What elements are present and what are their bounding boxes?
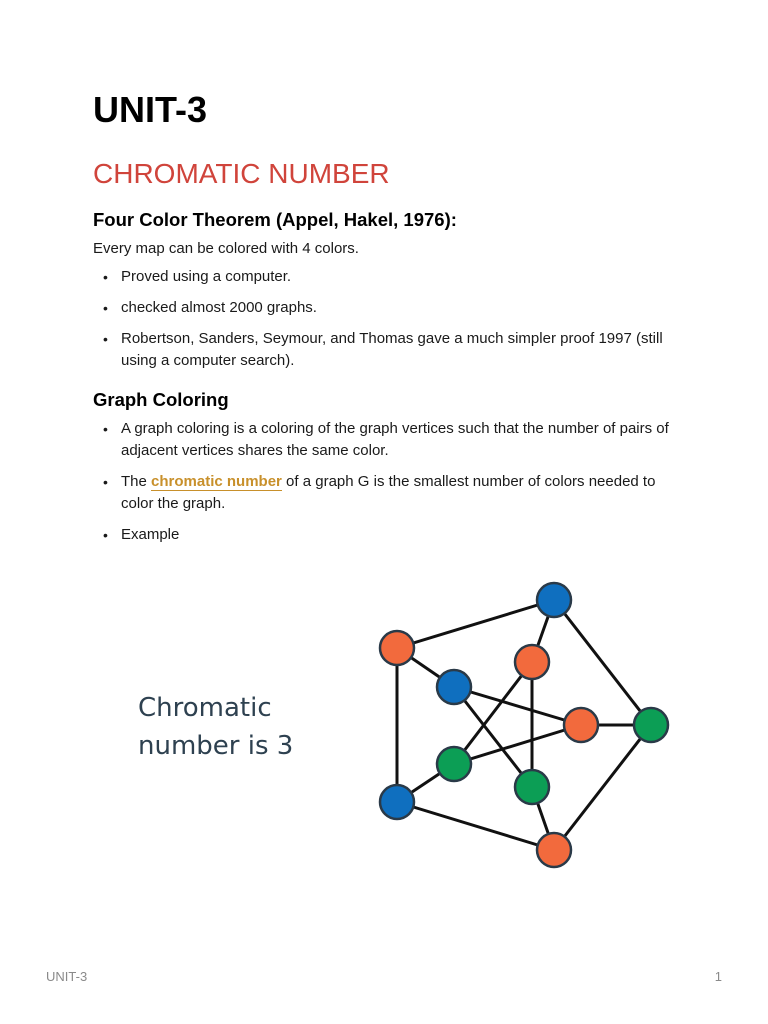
bullet-text-prefix: The (121, 473, 152, 490)
bullet-text-suffix: of a graph G is the smallest number of colors needed to color the graph. (121, 473, 656, 512)
unit-title: UNIT-3 (93, 89, 208, 130)
graph-edge (454, 687, 581, 725)
graph-vertex-blue (437, 670, 471, 704)
page-number: 1 (714, 969, 722, 984)
graph-vertex-blue (380, 785, 414, 819)
theorem-lead: Every map can be colored with 4 colors. (93, 240, 359, 257)
coloring-heading: Graph Coloring (93, 389, 229, 410)
coloring-bullet: • Example (121, 524, 683, 546)
graph-edge (554, 600, 651, 725)
coloring-bullet (121, 471, 683, 515)
theorem-bullet: • checked almost 2000 graphs. (121, 297, 683, 319)
figure-caption-line1: Chromatic (138, 693, 272, 723)
graph-edges (397, 600, 651, 850)
graph-vertex-orange (537, 833, 571, 867)
theorem-heading: Four Color Theorem (Appel, Hakel, 1976): (93, 209, 457, 230)
footer-unit-label: UNIT-3 (46, 969, 88, 984)
graph-vertex-green (515, 770, 549, 804)
graph-vertex-green (437, 747, 471, 781)
theorem-bullet: • Proved using a computer. (121, 266, 683, 288)
document-body (93, 86, 683, 555)
graph-edge (554, 725, 651, 850)
graph-vertex-orange (515, 645, 549, 679)
coloring-bullet-list (93, 418, 683, 546)
graph-edge (397, 600, 554, 648)
graph-vertex-orange (564, 708, 598, 742)
graph-vertex-blue (537, 583, 571, 617)
graph-illustration (120, 575, 680, 875)
graph-edge (397, 802, 554, 850)
figure-caption-line2: number is 3 (138, 731, 294, 761)
theorem-bullet-list (93, 266, 683, 372)
graph-vertex-orange (380, 631, 414, 665)
example-figure (120, 575, 680, 875)
graph-vertex-green (634, 708, 668, 742)
coloring-bullet: • A graph coloring is a coloring of the graph vertices such that the number of pairs of adjacent vertices shares the same color. (121, 418, 683, 462)
theorem-bullet: • Robertson, Sanders, Seymour, and Thomas gave a much simpler proof 1997 (still using a computer search). (121, 328, 683, 372)
topic-title: CHROMATIC NUMBER (93, 158, 390, 189)
graph-edge (454, 725, 581, 764)
chromatic-number-link[interactable]: chromatic number (151, 473, 282, 490)
